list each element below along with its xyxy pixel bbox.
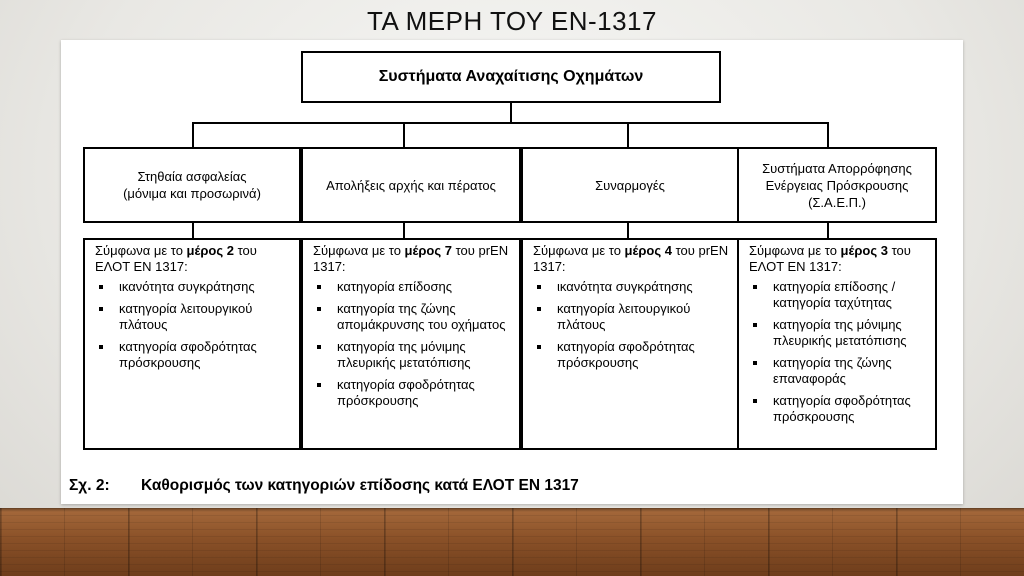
list-item-text: ικανότητα συγκράτησης: [557, 279, 693, 294]
bullet-icon: [99, 285, 103, 289]
detail-heading: [95, 243, 293, 275]
detail-part: μέρος 2: [186, 243, 234, 258]
detail-list: [533, 279, 731, 371]
list-item-text: κατηγορία της ζώνης απομάκρυνσης του οχήματος: [337, 301, 506, 332]
list-item-text: κατηγορία σφοδρότητας πρόσκρουσης: [773, 393, 911, 424]
detail-prefix: Σύμφωνα με το: [749, 243, 841, 258]
detail-part: μέρος 4: [624, 243, 672, 258]
list-item: [313, 279, 513, 295]
list-item: [313, 301, 513, 333]
list-item: [749, 355, 929, 387]
bullet-icon: [317, 307, 321, 311]
bullet-icon: [537, 345, 541, 349]
list-item: [749, 393, 929, 425]
bullet-icon: [99, 307, 103, 311]
list-item: [313, 339, 513, 371]
caption-number: Σχ. 2:: [69, 477, 110, 494]
detail-list: [313, 279, 513, 409]
detail-part: μέρος 7: [404, 243, 452, 258]
category-label: Απολήξεις αρχής και πέρατος: [326, 177, 496, 193]
connector-detail-2: [403, 223, 405, 239]
connector-horizontal: [192, 122, 828, 124]
category-box-terminals: [301, 147, 521, 223]
detail-suffix: του ΕΛΟΤ ΕΝ 1317:: [749, 243, 911, 274]
bullet-icon: [317, 285, 321, 289]
category-label: Στηθαία ασφαλείας (μόνιμα και προσωρινά): [123, 169, 261, 201]
detail-suffix: του ΕΛΟΤ ΕΝ 1317:: [95, 243, 257, 274]
bullet-icon: [317, 345, 321, 349]
wood-floor-background: [0, 508, 1024, 576]
connector-cat-1: [192, 122, 194, 148]
list-item-text: κατηγορία σφοδρότητας πρόσκρουσης: [557, 339, 695, 370]
bullet-icon: [537, 285, 541, 289]
detail-list: [95, 279, 293, 371]
list-item-text: κατηγορία σφοδρότητας πρόσκρουσης: [119, 339, 257, 370]
connector-cat-3: [627, 122, 629, 148]
detail-list: [749, 279, 929, 425]
category-box-safety-barriers: [83, 147, 301, 223]
connector-root-down: [510, 103, 512, 123]
list-item: [533, 339, 731, 371]
detail-heading: [533, 243, 731, 275]
detail-part: μέρος 3: [840, 243, 888, 258]
figure-caption: [69, 477, 579, 495]
bullet-icon: [99, 345, 103, 349]
list-item: [95, 301, 293, 333]
list-item-text: κατηγορία της μόνιμης πλευρικής μετατόπισης: [773, 317, 907, 348]
detail-box-part-2: [83, 238, 301, 450]
bullet-icon: [317, 383, 321, 387]
list-item: [95, 339, 293, 371]
bullet-icon: [537, 307, 541, 311]
detail-suffix: του prEN 1317:: [533, 243, 729, 274]
detail-heading: [749, 243, 929, 275]
list-item: [313, 377, 513, 409]
list-item-text: κατηγορία της ζώνης επαναφοράς: [773, 355, 892, 386]
detail-heading: [313, 243, 513, 275]
list-item-text: κατηγορία της μόνιμης πλευρικής μετατόπισης: [337, 339, 471, 370]
detail-prefix: Σύμφωνα με το: [533, 243, 625, 258]
category-label: Συστήματα Απορρόφησης Ενέργειας Πρόσκρουσης (Σ.Α.Ε.Π.): [762, 160, 912, 210]
detail-box-part-3: [737, 238, 937, 450]
bullet-icon: [753, 361, 757, 365]
detail-suffix: του prEN 1317:: [313, 243, 509, 274]
caption-text: Καθορισμός των κατηγοριών επίδοσης κατά ΕΛΟΤ ΕΝ 1317: [141, 477, 579, 494]
detail-prefix: Σύμφωνα με το: [313, 243, 405, 258]
detail-prefix: Σύμφωνα με το: [95, 243, 187, 258]
detail-box-part-7: [301, 238, 521, 450]
connector-detail-4: [827, 223, 829, 239]
connector-cat-2: [403, 122, 405, 148]
connector-detail-1: [192, 223, 194, 239]
slide-title: ΤΑ ΜΕΡΗ ΤΟΥ ΕΝ-1317: [367, 6, 657, 36]
category-box-crash-cushions: [737, 147, 937, 223]
bullet-icon: [753, 323, 757, 327]
detail-box-part-4: [521, 238, 739, 450]
list-item: [533, 279, 731, 295]
list-item-text: κατηγορία σφοδρότητας πρόσκρουσης: [337, 377, 475, 408]
list-item-text: κατηγορία λειτουργικού πλάτους: [119, 301, 253, 332]
list-item-text: κατηγορία λειτουργικού πλάτους: [557, 301, 691, 332]
connector-cat-4: [827, 122, 829, 148]
category-box-transitions: [521, 147, 739, 223]
root-box: Συστήματα Αναχαίτισης Οχημάτων: [301, 51, 721, 103]
diagram-panel: [61, 40, 963, 504]
list-item-text: κατηγορία επίδοσης: [337, 279, 453, 294]
category-label: Συναρμογές: [595, 177, 665, 193]
connector-detail-3: [627, 223, 629, 239]
list-item: [749, 317, 929, 349]
bullet-icon: [753, 399, 757, 403]
list-item: [95, 279, 293, 295]
list-item-text: κατηγορία επίδοσης / κατηγορία ταχύτητας: [773, 279, 896, 310]
bullet-icon: [753, 285, 757, 289]
list-item: [749, 279, 929, 311]
list-item-text: ικανότητα συγκράτησης: [119, 279, 255, 294]
list-item: [533, 301, 731, 333]
